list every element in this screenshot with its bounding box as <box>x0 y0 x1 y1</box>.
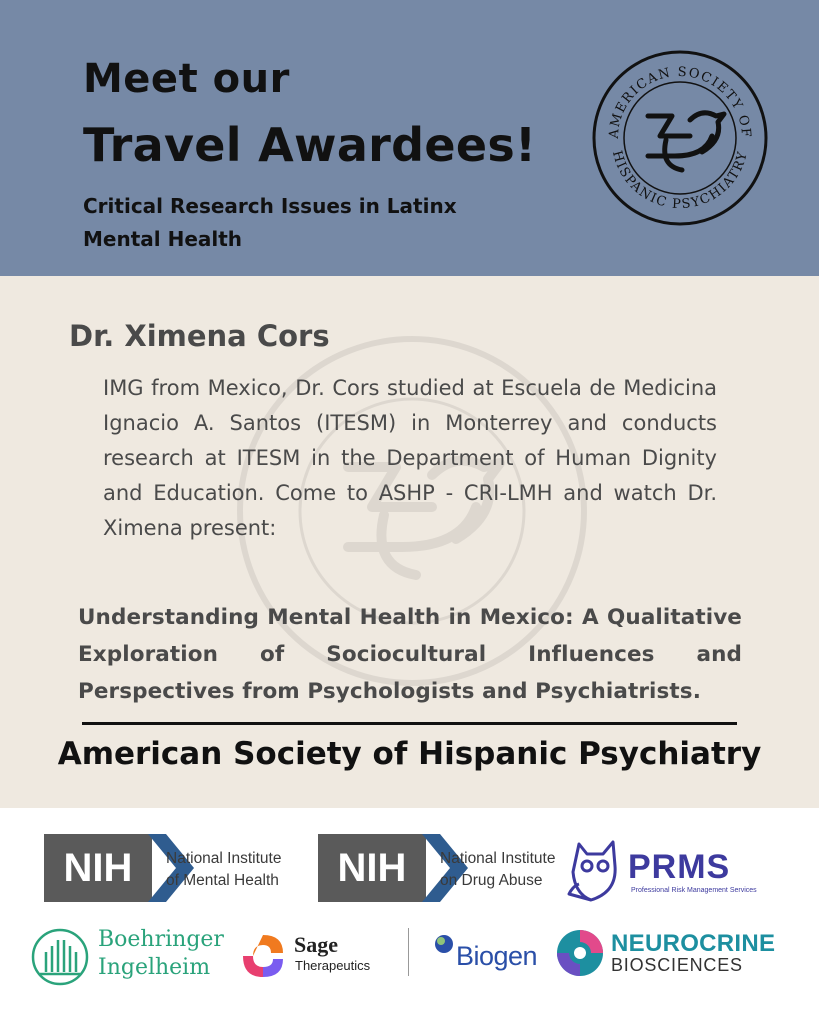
sage-swirl-icon <box>237 931 289 981</box>
headline-line-2: Travel Awardees! <box>83 118 537 172</box>
awardee-section <box>0 276 819 808</box>
biogen-sphere-icon <box>434 934 454 954</box>
ashp-seal-logo <box>590 48 770 228</box>
neurocrine-subtitle: BIOSCIENCES <box>611 955 743 975</box>
header-banner <box>0 0 819 276</box>
boehringer-wordmark: Boehringer Ingelheim <box>98 927 224 980</box>
neurocrine-wordmark: NEUROCRINE <box>611 930 776 957</box>
awardee-description: IMG from Mexico, Dr. Cors studied at Escuela de Medicina Ignacio A. Santos (ITESM) in Monterrey and conducts research at ITESM in the Department of Human Dignity and Education. Come to ASHP - CRI-LMH and watch Dr. Ximena present: <box>103 376 717 540</box>
nimh-label: National Institute of Mental Health <box>166 850 282 889</box>
prms-tagline: Professional Risk Management Services <box>631 887 757 894</box>
sponsor-logos <box>0 808 819 1024</box>
owl-icon <box>565 836 625 904</box>
sage-subtitle: Therapeutics <box>295 958 371 973</box>
presentation-title: Understanding Mental Health in Mexico: A Qualitative Exploration of Sociocultural Influences and Perspectives from Psychologists and Psychiatrists. <box>78 605 742 704</box>
svg-text:HISPANIC PSYCHIATRY: HISPANIC PSYCHIATRY <box>608 149 752 213</box>
prms-wordmark: PRMS <box>628 848 731 886</box>
divider <box>82 722 737 725</box>
headline-line-1: Meet our <box>83 56 290 102</box>
sage-wordmark: Sage <box>294 932 338 957</box>
nida-logo <box>318 834 578 902</box>
awardee-name: Dr. Ximena Cors <box>69 319 330 353</box>
organization-name: American Society of Hispanic Psychiatry <box>57 736 762 772</box>
svg-text:AMERICAN SOCIETY OF: AMERICAN SOCIETY OF <box>606 64 754 140</box>
neurocrine-spiral-icon <box>555 928 605 978</box>
boehringer-building-icon <box>30 928 90 986</box>
biogen-wordmark: Biogen <box>456 941 538 971</box>
nimh-logo <box>44 834 344 902</box>
nida-label: National Institute on Drug Abuse <box>440 850 556 889</box>
logo-divider <box>408 928 409 976</box>
nih-mark: NIH <box>44 834 152 902</box>
conference-subtitle: Critical Research Issues in Latinx Mental Health <box>83 194 457 251</box>
nih-mark: NIH <box>318 834 426 902</box>
